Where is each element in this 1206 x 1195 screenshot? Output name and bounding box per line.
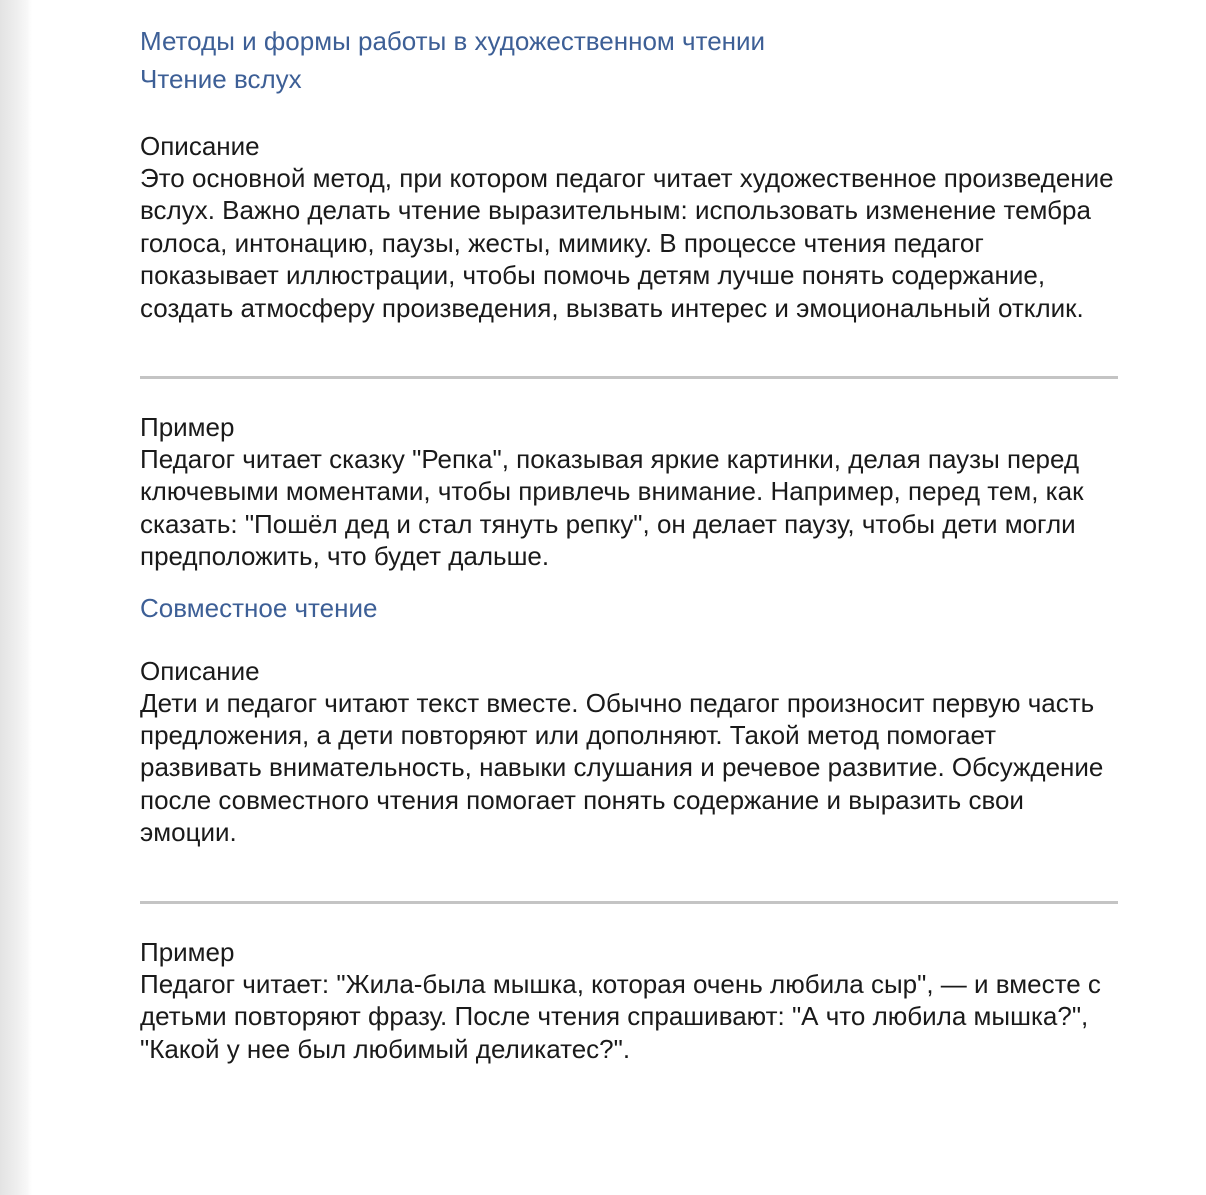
description-block-reading-aloud — [140, 130, 1118, 324]
description-label: Описание — [140, 655, 260, 686]
description-label: Описание — [140, 131, 260, 161]
example-label: Пример — [140, 936, 235, 967]
example-block-reading-aloud — [140, 411, 1118, 573]
description-block-joint-reading — [140, 655, 1118, 849]
example-text: Педагог читает: "Жила-была мышка, которая очень любила сыр", — и вместе с детьми повторяют фразу. После чтения спрашивают: "А что любила мышка?", "Какой у нее был любимый деликатес?". — [140, 968, 1101, 1064]
document-body — [140, 22, 1118, 1065]
document-title: Методы и формы работы в художественном чтении — [140, 26, 766, 56]
example-label: Пример — [140, 412, 235, 443]
description-text: Дети и педагог читают текст вместе. Обычно педагог произносит первую часть предложения, а дети повторяют или дополняют. Такой метод помогает развивать внимательность, навыки слушания и речевое развитие. Обсуждение после совместного чтения помогает понять содержание и выразить свои эмоции. — [140, 687, 1104, 848]
divider — [140, 376, 1118, 379]
description-text: Это основной метод, при котором педагог читает художественное произведение вслух. Важно делать чтение выразительным: использовать изменение тембра голоса, интонацию, паузы, жесты, мимику. В процессе чтения педагог показывает иллюстрации, чтобы помочь детям лучше понять содержание, создать атмосферу произведения, вызвать интерес и эмоциональный отклик. — [140, 163, 1114, 323]
section-heading-reading-aloud: Чтение вслух — [140, 64, 302, 94]
section-heading-joint-reading: Совместное чтение — [140, 592, 378, 623]
page-shadow-edge — [0, 0, 32, 1195]
example-text: Педагог читает сказку "Репка", показывая яркие картинки, делая паузы перед ключевыми моментами, чтобы привлечь внимание. Например, перед тем, как сказать: "Пошёл дед и стал тянуть репку", он делает паузу, чтобы дети могли предположить, что будет дальше. — [140, 444, 1084, 572]
divider — [140, 901, 1118, 904]
example-block-joint-reading — [140, 936, 1118, 1065]
